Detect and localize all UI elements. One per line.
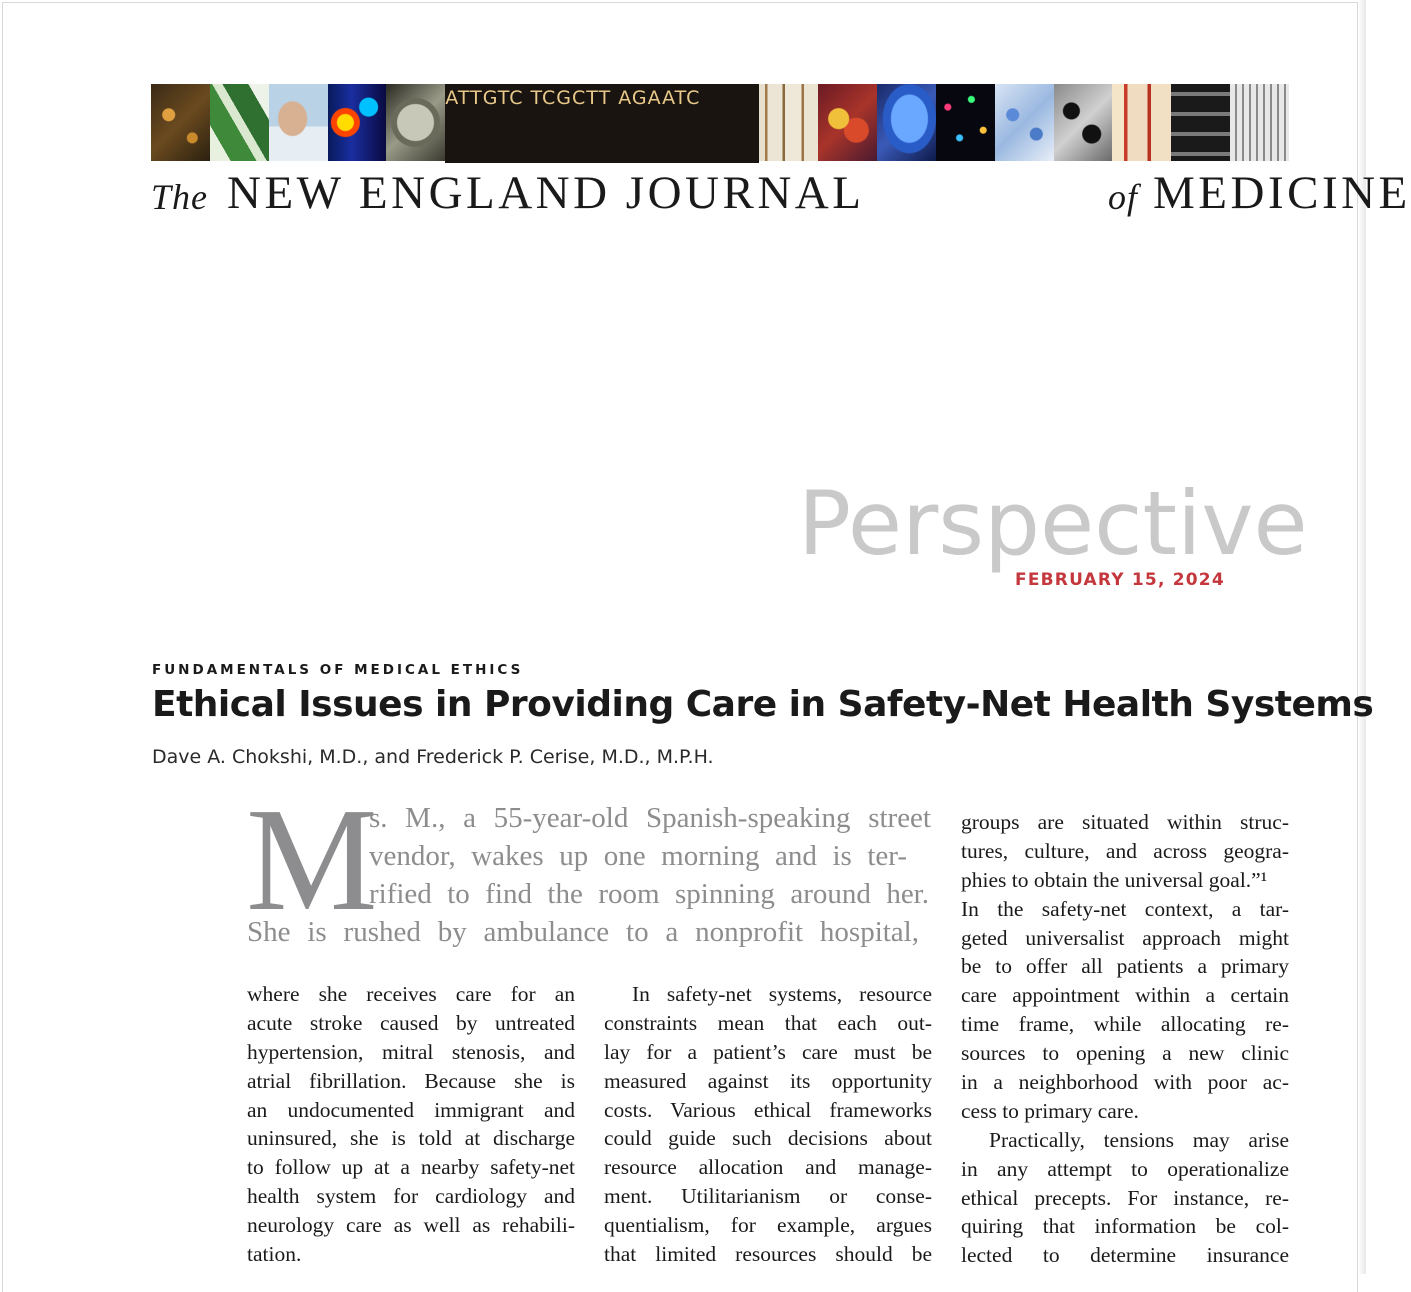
banner-tile-tree <box>759 84 818 161</box>
col2-line: costs. Various ethical frameworks <box>604 1097 932 1122</box>
col2-line: resource allocation and manage- <box>604 1155 932 1180</box>
col1-line: neurology care as well as rehabili- <box>247 1213 575 1238</box>
col1-line: uninsured, she is told at discharge <box>247 1126 575 1151</box>
body-column-2 <box>604 980 932 1269</box>
banner-tile-cell <box>818 84 877 161</box>
banner-tile-bone <box>1054 84 1113 161</box>
journal-banner-images <box>151 84 1289 161</box>
banner-tile-tissue <box>995 84 1054 161</box>
banner-tile-xray <box>1171 84 1230 161</box>
publication-date: FEBRUARY 15, 2024 <box>1015 570 1225 590</box>
col3-line: geted universalist approach might <box>961 925 1289 950</box>
col2-line: lay for a patient’s care must be <box>604 1039 932 1064</box>
col3-line: be to offer all patients a primary <box>961 954 1289 979</box>
drop-cap: M <box>246 778 378 942</box>
col1-line: health system for cardiology and <box>247 1184 575 1209</box>
banner-tile-heatmap <box>328 84 387 161</box>
col2-line: constraints mean that each out- <box>604 1010 932 1035</box>
col2-line: that limited resources should be <box>604 1242 932 1267</box>
col3-line: sources to opening a new clinic <box>961 1041 1289 1066</box>
col2-line: In safety-net systems, resource <box>632 982 932 1006</box>
col3-line: phies to obtain the universal goal.”¹ <box>961 867 1268 892</box>
col2-line: measured against its opportunity <box>604 1068 932 1093</box>
lead-line-1: s. M., a 55-year-old Spanish-speaking street <box>369 802 931 834</box>
banner-tile-microscopy <box>386 84 445 161</box>
col1-line: tation. <box>247 1242 302 1267</box>
col3-line: ethical precepts. For instance, re- <box>961 1185 1289 1210</box>
col2-line: could guide such decisions about <box>604 1126 932 1151</box>
col1-line: where she receives care for an <box>247 982 575 1006</box>
article-title: Ethical Issues in Providing Care in Safety-Net Health Systems <box>152 684 1374 725</box>
col1-line: to follow up at a nearby safety-net <box>247 1155 575 1180</box>
col2-line: ment. Utilitarianism or conse- <box>604 1184 932 1209</box>
body-column-1 <box>247 980 575 1269</box>
masthead-of: of <box>1108 177 1139 217</box>
col1-line: hypertension, mitral stenosis, and <box>247 1039 575 1064</box>
masthead-journal-name: NEW ENGLAND JOURNAL <box>227 167 865 219</box>
banner-tile-anatomy <box>1112 84 1171 161</box>
col3-line: in a neighborhood with poor ac- <box>961 1070 1289 1095</box>
col2-line: quentialism, for example, argues <box>604 1213 932 1238</box>
banner-tile-fluorescent <box>936 84 995 161</box>
col3-line: tures, culture, and across geogra- <box>961 838 1289 863</box>
banner-tile-column <box>1230 84 1289 161</box>
banner-tile-dna-sequence: ATTGTC TCGCTT AGAATC <box>445 84 759 163</box>
banner-tile-leaf <box>210 84 269 161</box>
masthead-medicine: MEDICINE <box>1153 167 1411 219</box>
col3-line: groups are situated within struc- <box>961 810 1289 834</box>
lead-line-4: She is rushed by ambulance to a nonprofit hospital, <box>247 916 919 948</box>
col1-line: acute stroke caused by untreated <box>247 1010 575 1035</box>
banner-tile-surgeon <box>269 84 328 161</box>
article-authors: Dave A. Chokshi, M.D., and Frederick P. Cerise, M.D., M.P.H. <box>152 746 714 768</box>
masthead-the: The <box>151 177 208 217</box>
banner-tile-bacteria <box>877 84 936 161</box>
col3-line: Practically, tensions may arise <box>989 1127 1289 1152</box>
col3-line: In the safety-net context, a tar- <box>961 896 1289 921</box>
lead-line-2: vendor, wakes up one morning and is ter- <box>369 840 907 872</box>
body-column-3 <box>961 808 1289 1270</box>
banner-tile-neurons <box>151 84 210 161</box>
section-title: Perspective <box>798 472 1308 575</box>
col1-line: an undocumented immigrant and <box>247 1097 575 1122</box>
col3-line: quiring that information be col- <box>961 1214 1289 1239</box>
col3-line: in any attempt to operationalize <box>961 1156 1289 1181</box>
col3-line: lected to determine insurance <box>961 1243 1289 1268</box>
col3-line: time frame, while allocating re- <box>961 1012 1289 1037</box>
col1-line: atrial fibrillation. Because she is <box>247 1068 575 1093</box>
col3-line: care appointment within a certain <box>961 983 1289 1008</box>
lead-line-3: rified to find the room spinning around her. <box>369 878 929 910</box>
col3-line: cess to primary care. <box>961 1098 1139 1123</box>
article-kicker: FUNDAMENTALS OF MEDICAL ETHICS <box>152 662 524 678</box>
